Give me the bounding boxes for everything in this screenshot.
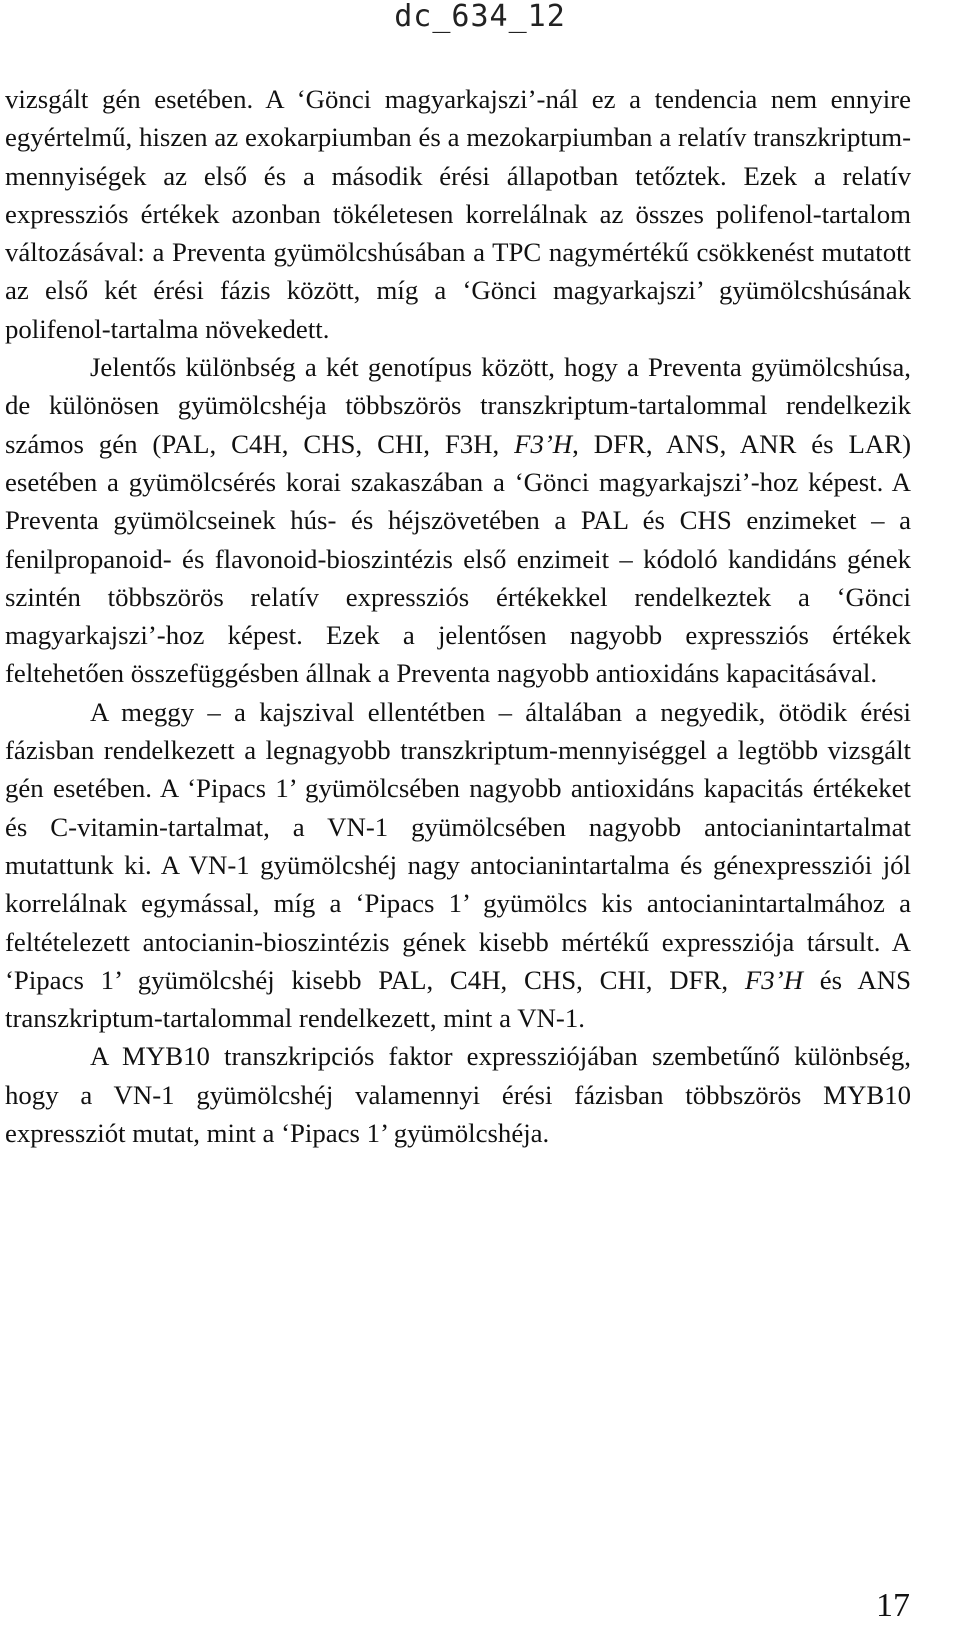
paragraph-4: [5, 1037, 911, 1152]
document-body: [5, 80, 911, 1152]
paragraph-1-text: vizsgált gén esetében. A ‘Gönci magyarkajszi’-nál ez a tendencia nem ennyire egyértelmű, hiszen az exokarpiumban és a mezokarpiumban a relatív transzkriptum-mennyiségek az első és a második érési állapotban tetőztek. Ezek a relatív expressziós értékek azonban tökéletesen korrelálnak az összes polifenol-tartalom változásával: a Preventa gyümölcshúsában a TPC nagymértékű csökkenést mutatott az első két érési fázis között, míg a ‘Gönci magyarkajszi’ gyümölcshúsának polifenol-tartalma növekedett.: [5, 84, 911, 344]
gene-name-italic: F3’H: [514, 428, 573, 459]
paragraph-3: [5, 693, 911, 1038]
gene-name-italic: F3’H: [744, 964, 803, 995]
paragraph-3-text-b: és ANS transzkriptum-tartalommal rendelkezett, mint a VN-1.: [5, 964, 911, 1034]
paragraph-1: [5, 80, 911, 348]
page-number: 17: [876, 1587, 910, 1624]
paragraph-2-text-a: Jelentős különbség a két genotípus között, hogy a Preventa gyümölcshúsa, de különösen gyümölcshéja többszörös transzkriptum-tartalommal rendelkezik számos gén (PAL, C4H, CHS, CHI, F3H,: [5, 352, 911, 459]
paragraph-2: [5, 348, 911, 693]
paragraph-4-text: A MYB10 transzkripciós faktor expressziójában szembetűnő különbség, hogy a VN-1 gyümölcshéj valamennyi érési fázisban többszörös MYB10 expressziót mutat, mint a ‘Pipacs 1’ gyümölcshéja.: [5, 1041, 911, 1149]
paragraph-3-text-a: A meggy – a kajszival ellentétben – általában a negyedik, ötödik érési fázisban rendelkezett a legnagyobb transzkriptum-mennyiséggel a legtöbb vizsgált gén esetében. A ‘Pipacs 1’ gyümölcsében nagyobb antioxidáns kapacitás értékeket és C-vitamin-tartalmat, a VN-1 gyümölcsében nagyobb antocianintartalmat mutattunk ki. A VN-1 gyümölcshéj nagy antocianintartalma és génexpressziói jól korrelálnak egymással, míg a ‘Pipacs 1’ gyümölcs kis antocianintartalmához a feltételezett antocianin-bioszintézis gének kisebb mértékű expressziója társult. A ‘Pipacs 1’ gyümölcshéj kisebb PAL, C4H, CHS, CHI, DFR,: [5, 696, 911, 995]
paragraph-2-text-b: , DFR, ANS, ANR és LAR) esetében a gyümölcsérés korai szakaszában a ‘Gönci magyarkajszi’-hoz képest. A Preventa gyümölcseinek hús- és héjszövetében a PAL és CHS enzimeket – a fenilpropanoid- és flavonoid-bioszintézis első enzimeit – kódoló kandidáns gének szintén többszörös relatív expressziós értékekkel rendelkeztek a ‘Gönci magyarkajszi’-hoz képest. Ezek a jelentősen nagyobb expressziós értékek feltehetően összefüggésben állnak a Preventa nagyobb antioxidáns kapacitásával.: [5, 428, 912, 689]
document-code-header: dc_634_12: [394, 0, 566, 34]
